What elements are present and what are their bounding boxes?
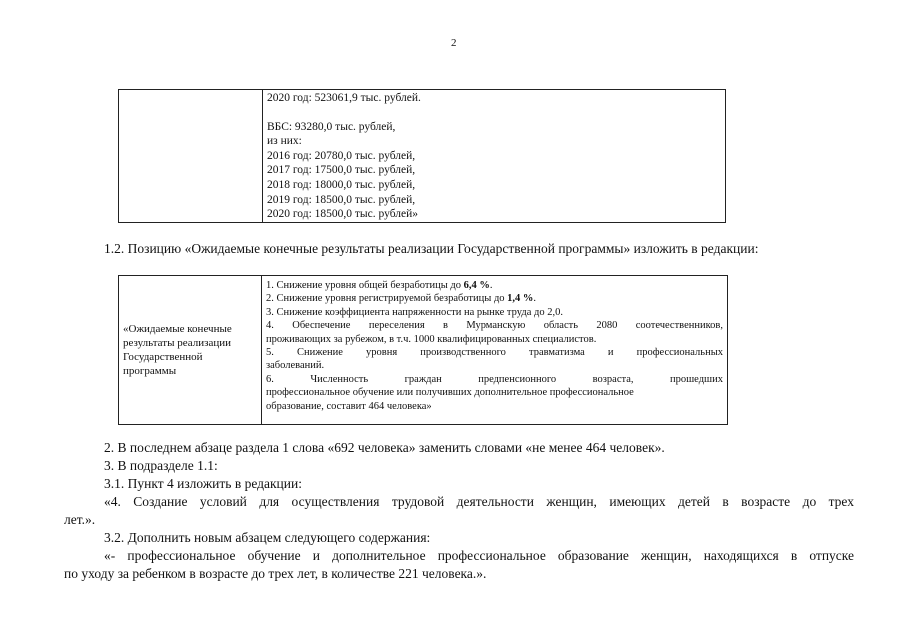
result-item-3: 3. Снижение коэффициента напряженности на рынке труда до 2,0. (266, 306, 563, 318)
result-item-1: 1. Снижение уровня общей безработицы до 6,4 %. (266, 280, 493, 291)
paragraph-new-item-line-2: по уходу за ребенком в возрасте до трех лет, в количестве 221 человека.». (64, 566, 487, 581)
result-item-4-line-2: проживающих за рубежом, в т.ч. 1000 квалифицированных специалистов. (266, 333, 597, 345)
expected-results-table (118, 275, 728, 425)
paragraph-new-item-line-1: «- профессиональное обучение и дополнительное профессиональное образование женщин, находящихся в отпуске (104, 548, 854, 563)
label-line: программы (123, 365, 177, 377)
paragraph-point-4-line-2: лет.». (64, 512, 96, 527)
label-line: результаты реализации (123, 337, 231, 349)
result-item-6-line-3: образование, составит 464 человека» (266, 400, 432, 412)
funding-line: из них: (267, 135, 302, 148)
result-item-2: 2. Снижение уровня регистрируемой безработицы до 1,4 %. (266, 293, 537, 305)
paragraph-3-2: 3.2. Дополнить новым абзацем следующего содержания: (104, 530, 431, 545)
result-item-4-line-1: 4. Обеспечение переселения в Мурманскую область 2080 соотечественников, (266, 320, 723, 332)
result-item-6-line-1: 6. Численность граждан предпенсионного возраста, прошедших (266, 373, 723, 385)
funding-table-left-cell (119, 90, 263, 223)
funding-table (118, 89, 726, 223)
section-1-2-heading: 1.2. Позицию «Ожидаемые конечные результаты реализации Государственной программы» изложить в редакции: (104, 241, 759, 256)
funding-line: 2016 год: 20780,0 тыс. рублей, (267, 149, 416, 162)
result-item-5-line-1: 5. Снижение уровня производственного травматизма и профессиональных (266, 347, 723, 359)
expected-results-label-cell (119, 276, 262, 425)
result-item-5-line-2: заболеваний. (266, 360, 325, 372)
paragraph-3-1: 3.1. Пункт 4 изложить в редакции: (104, 476, 302, 491)
paragraph-2: 2. В последнем абзаце раздела 1 слова «692 человека» заменить словами «не менее 464 человек». (104, 440, 665, 455)
funding-line: 2017 год: 17500,0 тыс. рублей, (267, 164, 416, 177)
funding-line: ВБС: 93280,0 тыс. рублей, (267, 120, 396, 133)
funding-line: 2019 год: 18500,0 тыс. рублей, (267, 193, 416, 206)
label-line: Государственной (123, 351, 203, 363)
paragraph-3: 3. В подразделе 1.1: (104, 458, 218, 473)
funding-table-right-cell (263, 90, 726, 223)
label-line: «Ожидаемые конечные (123, 323, 232, 335)
funding-line: 2018 год: 18000,0 тыс. рублей, (267, 178, 416, 191)
funding-line: 2020 год: 523061,9 тыс. рублей. (267, 92, 421, 104)
page-number: 2 (451, 37, 457, 49)
paragraph-new-item (64, 547, 854, 583)
paragraph-point-4 (64, 493, 854, 529)
result-item-6-line-2: профессиональное обучение или получивших дополнительное профессиональное (266, 387, 634, 399)
expected-results-content-cell (262, 276, 728, 425)
paragraph-point-4-line-1: «4. Создание условий для осуществления трудовой деятельности женщин, имеющих детей в возрасте до трех (104, 494, 854, 509)
funding-line: 2020 год: 18500,0 тыс. рублей» (267, 208, 419, 221)
